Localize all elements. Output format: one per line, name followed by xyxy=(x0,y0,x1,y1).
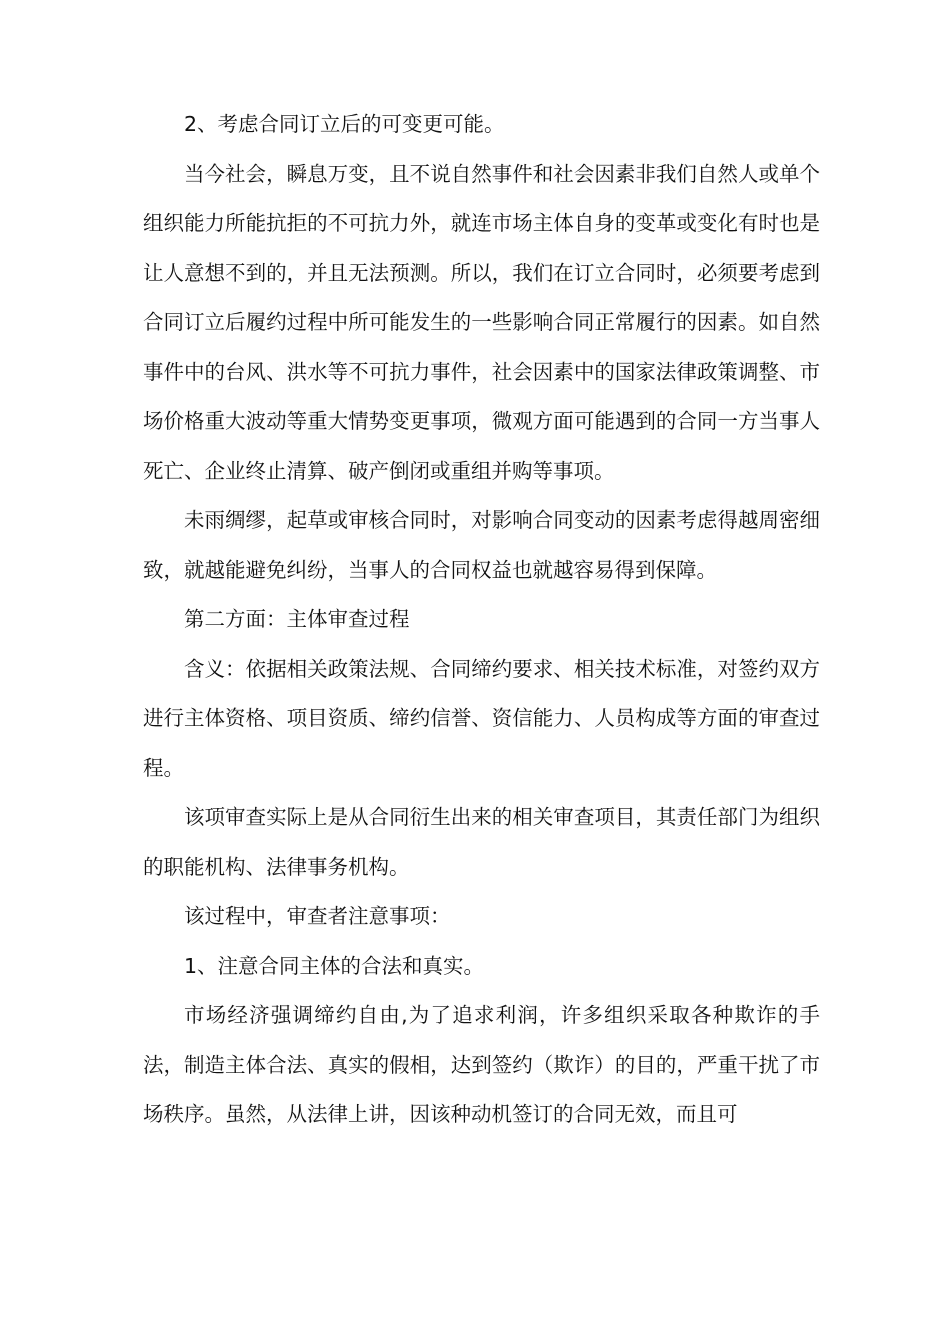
paragraph-legality-heading: 1、注意合同主体的合法和真实。 xyxy=(184,953,485,978)
paragraph-responsibility: 该项审查实际上是从合同衍生出来的相关审查项目，其责任部门为组织的职能机构、法律事务机构。 xyxy=(143,805,820,879)
section-heading-subject-review: 第二方面：主体审查过程 xyxy=(184,607,410,631)
paragraph-definition: 含义：依据相关政策法规、合同缔约要求、相关技术标准，对签约双方进行主体资格、项目资质、缔约信誉、资信能力、人员构成等方面的审查过程。 xyxy=(143,656,820,780)
paragraph-prevention: 未雨绸缪，起草或审核合同时，对影响合同变动的因素考虑得越周密细致，就越能避免纠纷，当事人的合同权益也就越容易得到保障。 xyxy=(143,508,820,582)
paragraph-notes-intro: 该过程中，审查者注意事项： xyxy=(184,904,451,928)
paragraph-social-change: 当今社会，瞬息万变，且不说自然事件和社会因素非我们自然人或单个组织能力所能抗拒的不可抗力外，就连市场主体自身的变革或变化有时也是让人意想不到的，并且无法预测。所以，我们在订立合同时，必须要考虑到合同订立后履约过程中所可能发生的一些影响合同正常履行的因素。如自然事件中的台风、洪水等不可抗力事件，社会因素中的国家法律政策调整、市场价格重大波动等重大情势变更事项，微观方面可能遇到的合同一方当事人死亡、企业终止清算、破产倒闭或重组并购等事项。 xyxy=(143,161,820,483)
paragraph-market-fraud: 市场经济强调缔约自由,为了追求利润，许多组织采取各种欺诈的手法，制造主体合法、真实的假相，达到签约（欺诈）的目的，严重干扰了市场秩序。虽然，从法律上讲，因该种动机签订的合同无效，而且可 xyxy=(143,1003,820,1126)
document-page xyxy=(143,100,820,1140)
paragraph-variation-heading: 2、考虑合同订立后的可变更可能。 xyxy=(184,112,505,136)
